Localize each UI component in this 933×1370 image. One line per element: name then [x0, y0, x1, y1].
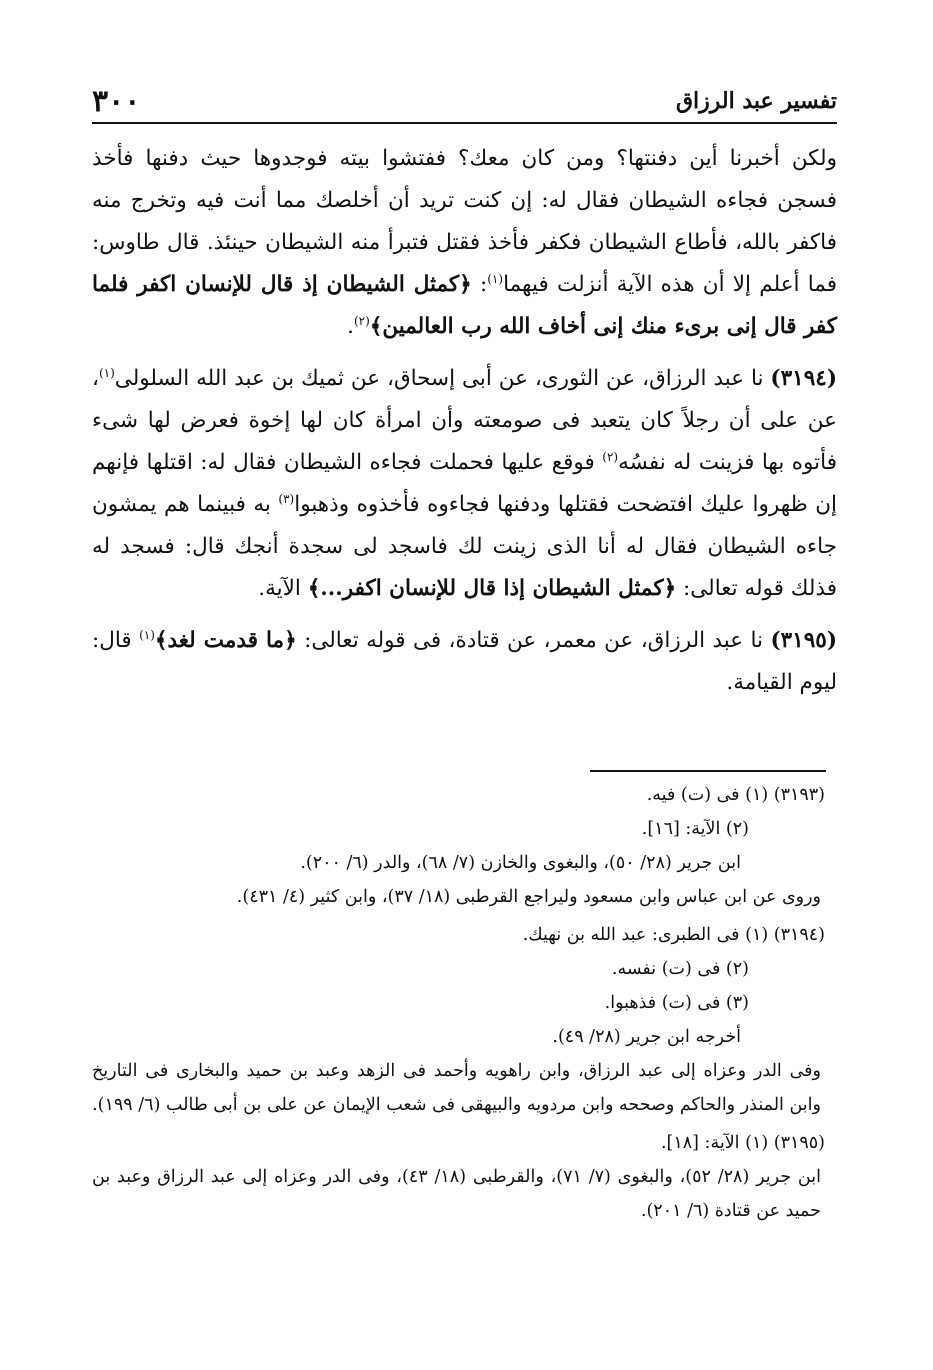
text-segment: ، عن على أن رجلاً كان يتعبد فى صومعته وأن امرأة كان لها إخوة فعرض لها شىء فأتوه بها فزينت له نفسُه: [92, 366, 837, 475]
hadith-number: (٣١٩٥): [770, 628, 838, 653]
footnote-line: (٢) الآية: [١٦].: [641, 819, 749, 839]
paragraph-3195: [92, 620, 837, 704]
main-text: [92, 138, 837, 704]
text-segment: :: [471, 272, 488, 297]
text-segment: .: [347, 314, 354, 339]
text-segment: به فبينما هم يمشون جاءه الشيطان فقال له أنا الذى زينت لك فاسجد لى سجدة أنجك قال: فسجد له فذلك قوله تعالى:: [92, 492, 837, 601]
running-title: تفسير عبد الرزاق: [675, 88, 837, 114]
footnote-line: (٣١٩٥) (١) الآية: [١٨].: [660, 1133, 825, 1153]
text-segment: ولكن أخبرنا أين دفنتها؟ ومن كان معك؟ ففتشوا بيته فوجدوها حيث دفنها فأخذ فسجن فجاءه الشيطان فقال له: إن كنت تريد أن أخلصك مما أنت فيه وتخرج منه فاكفر بالله، فأطاع الشيطان فكفر فأخذ فقتل فتبرأ منه الشيطان حينئذ. قال طاوس: فما أعلم إلا أن هذه الآية أنزلت فيهما: [92, 146, 837, 297]
footnote-line: (٢) فى (ت) نفسه.: [611, 959, 749, 979]
footnote-ref: (٢): [353, 313, 370, 328]
footnote-line: أخرجه ابن جرير (٢٨/ ٤٩).: [552, 1027, 741, 1047]
page-number: ٣٠٠: [92, 84, 141, 119]
footnote-ref: (١): [487, 271, 504, 286]
page-header: [92, 80, 837, 124]
footnote-line: (٣١٩٣) (١) فى (ت) فيه.: [646, 785, 825, 805]
footnote-line: (٣١٩٤) (١) فى الطبرى: عبد الله بن نهيك.: [522, 925, 825, 945]
paragraph-3194: [92, 358, 837, 610]
footnote-ref: (١): [139, 627, 155, 642]
footnote-separator: [590, 770, 826, 772]
quran-quote: ﴿ما قدمت لغد﴾: [154, 628, 297, 653]
footnote-line: ابن جرير (٢٨/ ٥٠)، والبغوى والخازن (٧/ ٦٨)، والدر (٦/ ٢٠٠).: [300, 853, 741, 873]
text-segment: نا عبد الرزاق، عن الثورى، عن أبى إسحاق، عن ثميك بن عبد الله السلولى: [114, 366, 771, 391]
footnote-ref: (١): [98, 365, 115, 380]
text-segment: فوقع عليها فحملت فجاءه الشيطان فقال له: اقتلها فإنهم إن ظهروا عليك افتضحت فقتلها ودفنها فجاءوه فأخذوه وذهبوا: [92, 450, 837, 517]
footnote-line: وروى عن ابن عباس وابن مسعود وليراجع القرطبى (١٨/ ٣٧)، وابن كثير (٤/ ٤٣١).: [236, 887, 821, 907]
paragraph-3193-end: [92, 138, 837, 348]
text-segment: نا عبد الرزاق، عن معمر، عن قتادة، فى قوله تعالى:: [296, 628, 771, 653]
footnote-line: وفى الدر وعزاه إلى عبد الرزاق، وابن راهويه وأحمد فى الزهد وعبد بن حميد والبخارى فى التاريخ وابن المنذر والحاكم وصححه وابن مردويه والبيهقى فى شعب الإيمان عن على بن أبى طالب (٦/ ١٩٩).: [92, 1061, 821, 1115]
text-segment: قال: ليوم القيامة.: [92, 628, 837, 695]
footnote-ref: (٣): [278, 491, 295, 506]
footnote-ref: (٢): [602, 449, 619, 464]
hadith-number: (٣١٩٤): [770, 366, 837, 391]
text-segment: الآية.: [258, 576, 308, 601]
footnote-line: ابن جرير (٢٨/ ٥٢)، والبغوى (٧/ ٧١)، والقرطبى (١٨/ ٤٣)، وفى الدر وعزاه إلى عبد الرزاق وعبد بن حميد عن قتادة (٦/ ٢٠١).: [92, 1167, 821, 1221]
footnote-line: (٣) فى (ت) فذهبوا.: [604, 993, 749, 1013]
footnotes: [92, 778, 837, 1228]
quran-quote: ﴿كمثل الشيطان إذ قال للإنسان اكفر فلما كفر قال إنى برىء منك إنى أخاف الله رب العالمين﴾: [92, 272, 837, 339]
quran-quote: ﴿كمثل الشيطان إذا قال للإنسان اكفر...﴾: [307, 576, 677, 601]
